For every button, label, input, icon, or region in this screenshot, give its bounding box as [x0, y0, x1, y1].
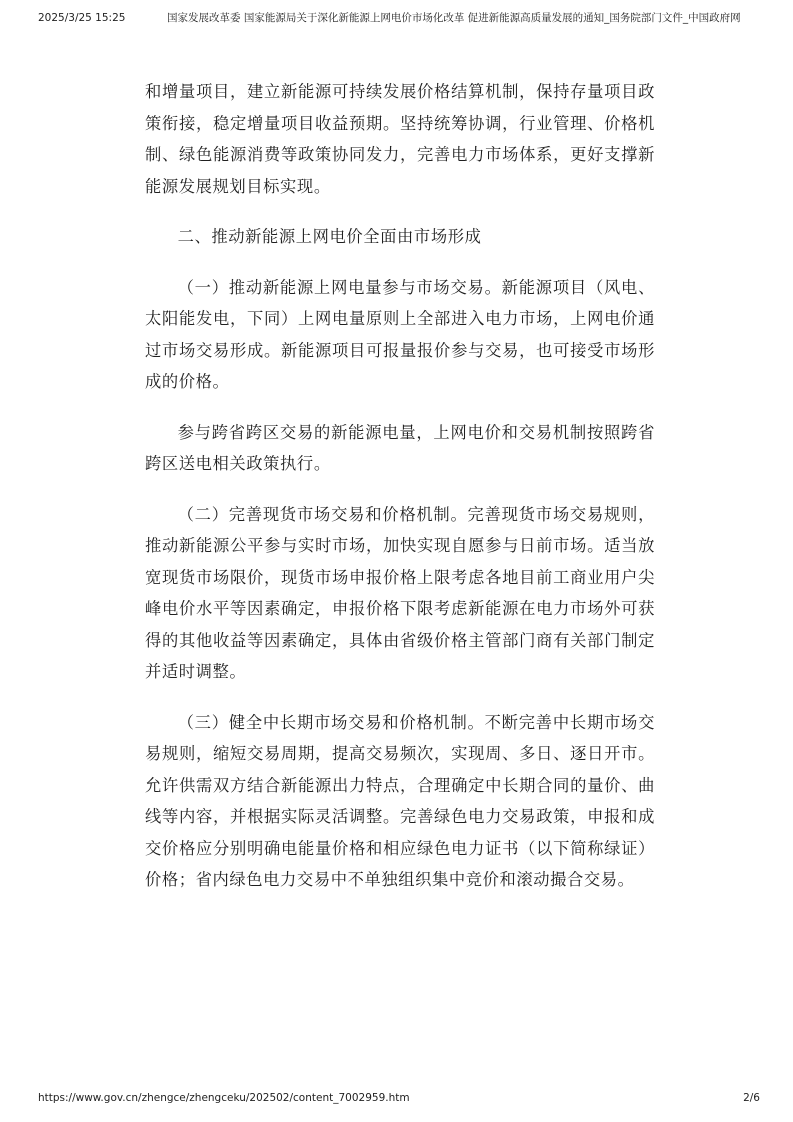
print-url: https://www.gov.cn/zhengce/zhengceku/202502/content_7002959.htm [38, 1092, 410, 1104]
page-number: 2/6 [743, 1092, 760, 1104]
print-timestamp: 2025/3/25 15:25 [38, 12, 126, 24]
print-header [0, 10, 793, 26]
paragraph-cross-region: 参与跨省跨区交易的新能源电量，上网电价和交易机制按照跨省跨区送电相关政策执行。 [145, 422, 655, 473]
section-heading: 二、推动新能源上网电价全面由市场形成 [177, 227, 482, 246]
paragraph-item-2: （二）完善现货市场交易和价格机制。完善现货市场交易规则，推动新能源公平参与实时市场，加快实现自愿参与日前市场。适当放宽现货市场限价，现货市场申报价格上限考虑各地目前工商业用户尖峰电价水平等因素确定，申报价格下限考虑新能源在电力市场外可获得的其他收益等因素确定，具体由省级价格主管部门商有关部门制定并适时调整。 [145, 504, 655, 681]
document-body [145, 76, 655, 896]
print-footer [0, 1090, 793, 1106]
paragraph-item-1: （一）推动新能源上网电量参与市场交易。新能源项目（风电、太阳能发电，下同）上网电量原则上全部进入电力市场，上网电价通过市场交易形成。新能源项目可报量报价参与交易，也可接受市场形成的价格。 [145, 277, 655, 391]
print-page-title: 国家发展改革委 国家能源局关于深化新能源上网电价市场化改革 促进新能源高质量发展的通知_国务院部门文件_中国政府网 [167, 12, 741, 24]
paragraph-continuation: 和增量项目，建立新能源可持续发展价格结算机制，保持存量项目政策衔接，稳定增量项目收益预期。坚持统筹协调，行业管理、价格机制、绿色能源消费等政策协同发力，完善电力市场体系，更好支撑新能源发展规划目标实现。 [145, 82, 655, 196]
paragraph-item-3: （三）健全中长期市场交易和价格机制。不断完善中长期市场交易规则，缩短交易周期，提高交易频次，实现周、多日、逐日开市。允许供需双方结合新能源出力特点，合理确定中长期合同的量价、曲线等内容，并根据实际灵活调整。完善绿色电力交易政策，申报和成交价格应分别明确电能量价格和相应绿色电力证书（以下简称绿证）价格；省内绿色电力交易中不单独组织集中竞价和滚动撮合交易。 [145, 712, 655, 889]
